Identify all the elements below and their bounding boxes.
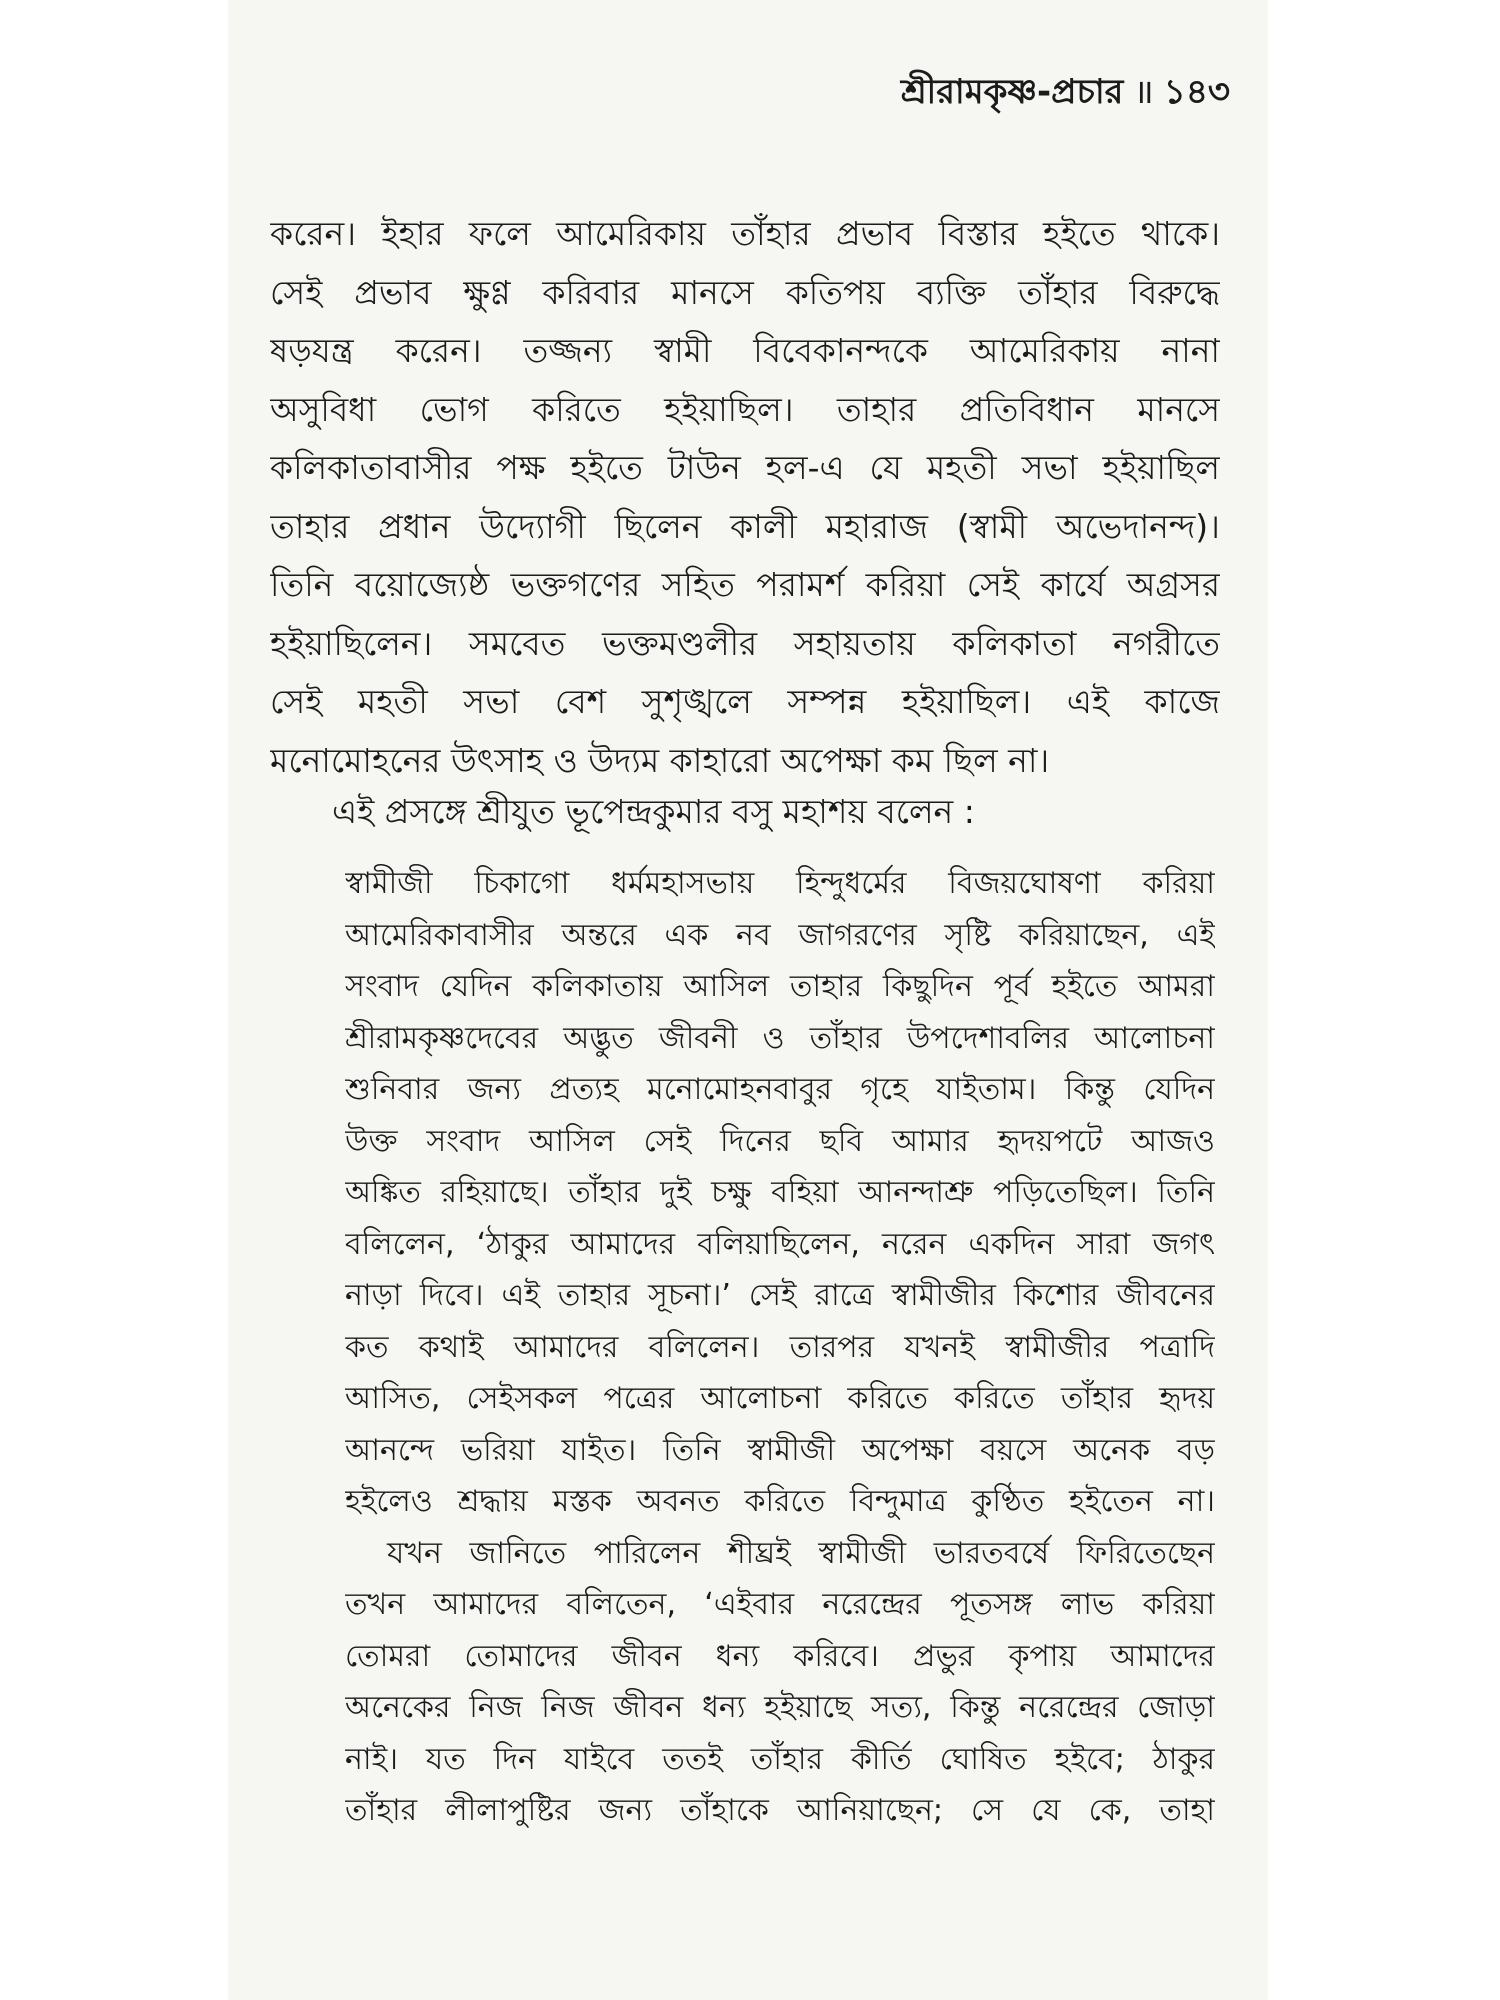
quote-line: নাই। যত দিন যাইবে ততই তাঁহার কীর্তি ঘোষিত হইবে; ঠাকুর [345, 1741, 1215, 1777]
text-line: করেন। ইহার ফলে আমেরিকায় তাঁহার প্রভাব বিস্তার হইতে থাকে। [270, 214, 1220, 253]
quote-line: তোমরা তোমাদের জীবন ধন্য করিবে। প্রভুর কৃপায় আমাদের [345, 1638, 1215, 1674]
quote-line: হইলেও শ্রদ্ধায় মস্তক অবনত করিতে বিন্দুমাত্র কুণ্ঠিত হইতেন না। [345, 1484, 1215, 1519]
text-line: সেই প্রভাব ক্ষুণ্ণ করিবার মানসে কতিপয় ব্যক্তি তাঁহার বিরুদ্ধে [270, 272, 1220, 312]
quote-line: অনেকের নিজ নিজ জীবন ধন্য হইয়াছে সত্য, কিন্তু নরেন্দ্রের জোড়া [345, 1690, 1215, 1725]
text-line: অসুবিধা ভোগ করিতে হইয়াছিল। তাহার প্রতিবিধান মানসে [270, 389, 1220, 429]
main-paragraph [270, 205, 1220, 790]
text-line: তিনি বয়োজ্যেষ্ঠ ভক্তগণের সহিত পরামর্শ করিয়া সেই কার্যে অগ্রসর [270, 565, 1220, 604]
quote-line: আমেরিকাবাসীর অন্তরে এক নব জাগরণের সৃষ্টি করিয়াছেন, এই [345, 917, 1215, 953]
quote-line: অঙ্কিত রহিয়াছে। তাঁহার দুই চক্ষু বহিয়া আনন্দাশ্রু পড়িতেছিল। তিনি [345, 1175, 1215, 1210]
quote-line: শ্রীরামকৃষ্ণদেবের অদ্ভুত জীবনী ও তাঁহার উপদেশাবলির আলোচনা [345, 1020, 1215, 1056]
running-header [290, 68, 1230, 116]
text-line: হইয়াছিলেন। সমবেত ভক্তমণ্ডলীর সহায়তায় কলিকাতা নগরীতে [270, 623, 1220, 663]
page-number: ১৪৩ [1163, 72, 1230, 112]
quote-line: আসিত, সেইসকল পত্রের আলোচনা করিতে করিতে তাঁহার হৃদয় [345, 1381, 1215, 1416]
block-quote [345, 858, 1215, 1837]
intro-line: এই প্রসঙ্গে শ্রীযুত ভূপেন্দ্রকুমার বসু মহাশয় বলেন : [332, 792, 975, 831]
header-title: শ্রীরামকৃষ্ণ-প্রচার [900, 72, 1124, 112]
quote-line: যখন জানিতে পারিলেন শীঘ্রই স্বামীজী ভারতবর্ষে ফিরিতেছেন [387, 1535, 1215, 1571]
quote-line: সংবাদ যেদিন কলিকাতায় আসিল তাহার কিছুদিন পূর্ব হইতে আমরা [345, 969, 1215, 1004]
quote-line: শুনিবার জন্য প্রত্যহ মনোমোহনবাবুর গৃহে যাইতাম। কিন্তু যেদিন [345, 1072, 1215, 1107]
quote-line: বলিলেন, ‘ঠাকুর আমাদের বলিয়াছিলেন, নরেন একদিন সারা জগৎ [345, 1226, 1215, 1262]
quote-line: স্বামীজী চিকাগো ধর্মমহাসভায় হিন্দুধর্মের বিজয়ঘোষণা করিয়া [345, 866, 1215, 901]
quote-line: তখন আমাদের বলিতেন, ‘এইবার নরেন্দ্রের পূতসঙ্গ লাভ করিয়া [345, 1587, 1215, 1622]
quote-line: কত কথাই আমাদের বলিলেন। তারপর যখনই স্বামীজীর পত্রাদি [345, 1329, 1215, 1365]
text-line: তাহার প্রধান উদ্যোগী ছিলেন কালী মহারাজ (স্বামী অভেদানন্দ)। [270, 506, 1220, 546]
text-line: কলিকাতাবাসীর পক্ষ হইতে টাউন হল-এ যে মহতী সভা হইয়াছিল [270, 448, 1220, 487]
quote-line: নাড়া দিবে। এই তাহার সূচনা।’ সেই রাত্রে স্বামীজীর কিশোর জীবনের [345, 1278, 1215, 1313]
text-line: ষড়যন্ত্র করেন। তজ্জন্য স্বামী বিবেকানন্দকে আমেরিকায় নানা [270, 331, 1220, 370]
quote-line: উক্ত সংবাদ আসিল সেই দিনের ছবি আমার হৃদয়পটে আজও [345, 1123, 1215, 1159]
text-line: মনোমোহনের উৎসাহ ও উদ্যম কাহারো অপেক্ষা কম ছিল না। [270, 740, 1050, 780]
text-line: সেই মহতী সভা বেশ সুশৃঙ্খলে সম্পন্ন হইয়াছিল। এই কাজে [270, 682, 1220, 721]
quote-line: তাঁহার লীলাপুষ্টির জন্য তাঁহাকে আনিয়াছেন; সে যে কে, তাহা [345, 1793, 1215, 1828]
header-separator: ॥ [1133, 72, 1154, 112]
quote-line: আনন্দে ভরিয়া যাইত। তিনি স্বামীজী অপেক্ষা বয়সে অনেক বড় [345, 1432, 1215, 1468]
